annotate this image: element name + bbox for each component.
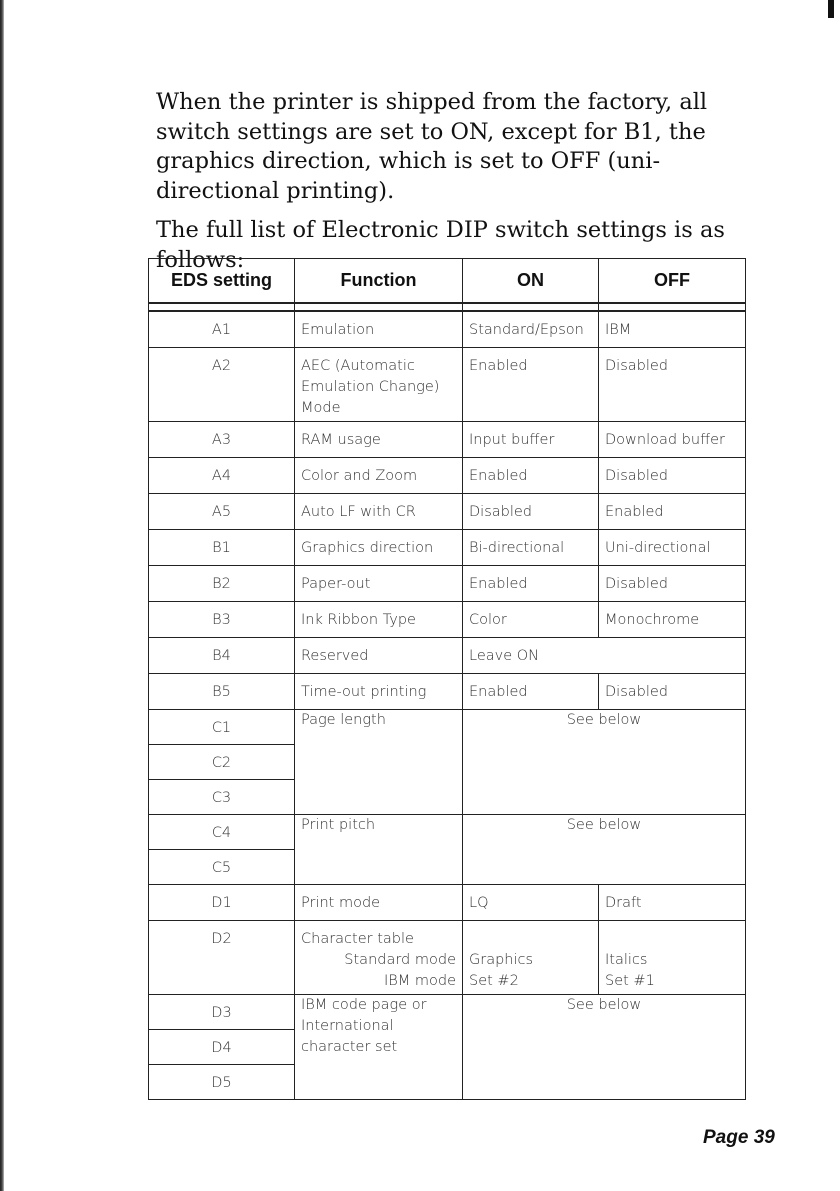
header-eds-setting: EDS setting <box>149 259 295 304</box>
header-on: ON <box>463 259 599 304</box>
row-function: Time-out printing <box>301 683 427 700</box>
row-on: Leave ON <box>469 647 540 664</box>
row-value: See below <box>566 711 642 728</box>
row-setting: A1 <box>211 322 232 338</box>
table-row <box>149 709 746 744</box>
row-function: Color and Zoom <box>301 467 418 484</box>
row-on: Enabled <box>469 467 528 484</box>
row-setting: D2 <box>211 930 232 947</box>
row-off: Set #1 <box>605 972 655 989</box>
row-setting: A3 <box>211 431 232 448</box>
row-setting: C5 <box>211 859 232 876</box>
intro-paragraph-2: The full list of Electronic DIP switch settings is as follows: <box>156 217 725 273</box>
row-on: Enabled <box>469 683 528 700</box>
row-function: Print pitch <box>301 816 376 833</box>
row-function: Ink Ribbon Type <box>301 611 416 628</box>
row-off: Download buffer <box>605 431 725 448</box>
row-setting: D3 <box>211 1004 232 1021</box>
row-function: Page length <box>301 711 386 728</box>
intro-paragraph-1: When the printer is shipped from the factory, all switch settings are set to ON, except for B1, the graphics direction, which is set to OFF (uni-directional printing). <box>156 89 708 204</box>
row-off: Enabled <box>605 503 664 520</box>
row-on: Graphics <box>469 951 534 968</box>
table-row <box>149 814 746 849</box>
row-function: Print mode <box>301 894 381 911</box>
row-function: RAM usage <box>301 431 381 448</box>
table-row <box>149 529 746 565</box>
row-setting: B2 <box>212 575 231 592</box>
table-row <box>149 637 746 673</box>
table-row <box>149 421 746 457</box>
row-function: Reserved <box>301 647 369 664</box>
row-function: Emulation <box>301 322 375 338</box>
row-off: Uni-directional <box>605 539 711 556</box>
table-row <box>149 493 746 529</box>
table-row <box>149 311 746 347</box>
row-off: Disabled <box>605 575 668 592</box>
row-subfunction: IBM mode <box>383 972 456 989</box>
row-setting: C1 <box>211 719 232 736</box>
page-number: Page 39 <box>703 1127 775 1148</box>
table-row <box>149 673 746 709</box>
row-value: See below <box>566 996 642 1013</box>
table-row <box>149 601 746 637</box>
table-row <box>149 457 746 493</box>
table-row <box>149 884 746 920</box>
row-on: Enabled <box>469 357 528 374</box>
row-value: See below <box>566 816 642 833</box>
row-function: Graphics direction <box>301 539 434 556</box>
row-off: IBM <box>605 322 632 338</box>
row-off: Disabled <box>605 357 668 374</box>
scan-mark <box>828 0 834 18</box>
row-off: Disabled <box>605 467 668 484</box>
header-function: Function <box>295 259 463 304</box>
row-on: Color <box>469 611 507 628</box>
row-setting: B1 <box>212 539 231 556</box>
row-setting: D1 <box>211 894 232 911</box>
row-function: Character table <box>301 930 414 947</box>
row-off: Monochrome <box>605 611 700 628</box>
scan-edge <box>0 0 4 1191</box>
row-function: AEC (Automatic Emulation Change) Mode <box>301 357 440 416</box>
header-off: OFF <box>599 259 746 304</box>
row-on: Standard/Epson <box>469 322 584 338</box>
row-setting: B3 <box>212 611 231 628</box>
row-function: IBM code page or International character set <box>301 996 427 1055</box>
row-setting: D5 <box>211 1074 232 1091</box>
row-setting: C3 <box>211 789 232 806</box>
row-off: Disabled <box>605 683 668 700</box>
row-function: Auto LF with CR <box>301 503 416 520</box>
header-separator <box>149 303 746 311</box>
table-row <box>149 994 746 1029</box>
row-off: Italics <box>605 951 648 968</box>
table-row <box>149 920 746 994</box>
row-setting: B5 <box>212 683 231 700</box>
row-setting: D4 <box>211 1039 232 1056</box>
row-setting: A4 <box>211 467 232 484</box>
row-setting: B4 <box>212 647 231 664</box>
row-setting: C4 <box>211 824 232 841</box>
table-row <box>149 347 746 421</box>
row-on: Bi-directional <box>469 539 565 556</box>
row-function: Paper-out <box>301 575 371 592</box>
row-on: Disabled <box>469 503 532 520</box>
row-setting: A5 <box>211 503 232 520</box>
row-off: Draft <box>605 894 642 911</box>
row-on: Enabled <box>469 575 528 592</box>
eds-settings-table <box>148 258 746 1100</box>
row-setting: A2 <box>211 357 232 374</box>
row-setting: C2 <box>211 754 232 771</box>
intro-text <box>156 88 766 285</box>
row-subfunction: Standard mode <box>344 951 456 968</box>
row-on: Set #2 <box>469 972 519 989</box>
table-row <box>149 565 746 601</box>
row-on: LQ <box>469 894 489 911</box>
row-on: Input buffer <box>469 431 555 448</box>
